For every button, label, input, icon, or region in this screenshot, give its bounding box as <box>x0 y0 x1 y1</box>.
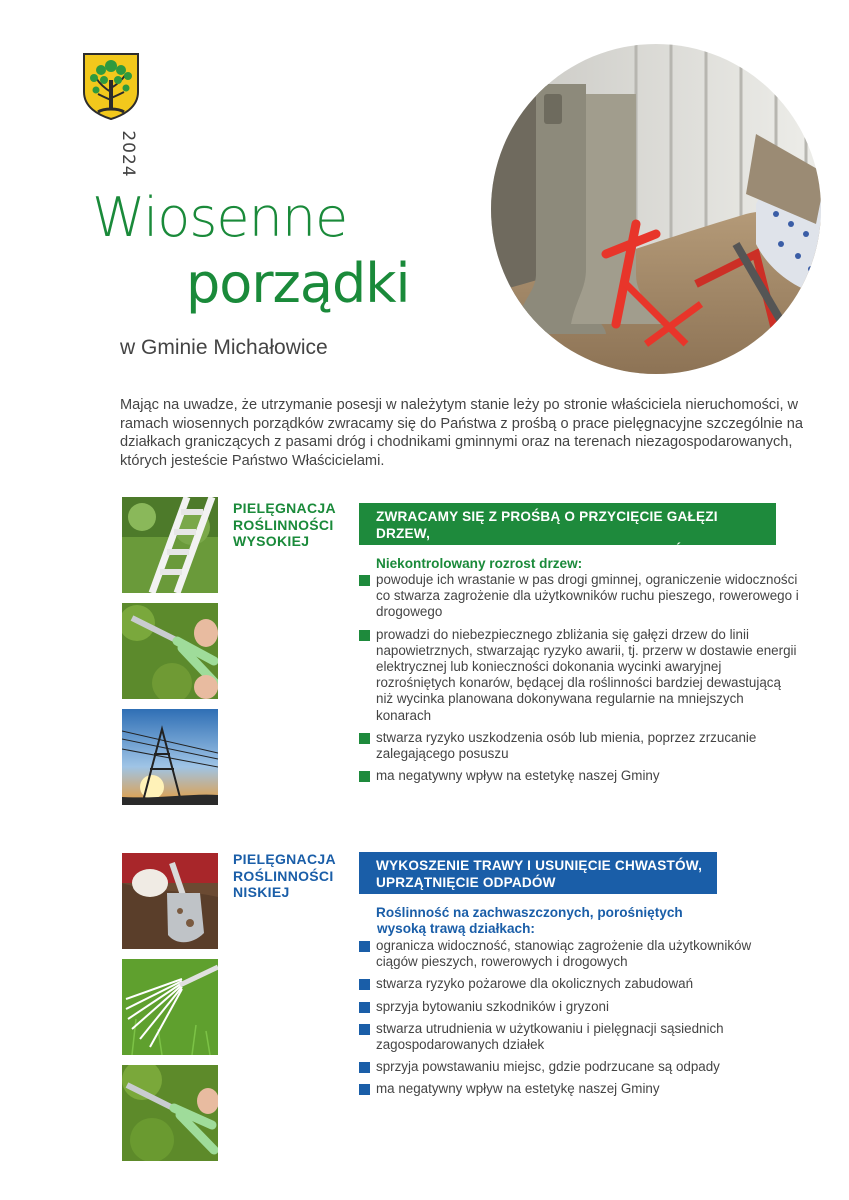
green-square-bullet-icon <box>359 733 370 744</box>
section-low-title-line: ROŚLINNOŚCI <box>233 867 334 884</box>
section-low-lead <box>376 905 683 937</box>
section-high-banner-line: WYGRABIENIE ZALEGAJĄCYCH GAŁĘZI I LIŚCI <box>376 543 697 558</box>
year-label <box>78 124 138 184</box>
section-low-lead-line: Roślinność na zachwaszczonych, porośniętych <box>376 905 683 920</box>
power-lines-photo <box>122 709 218 805</box>
list-item <box>359 627 799 724</box>
section-low-title <box>233 851 336 901</box>
list-item <box>359 999 779 1015</box>
list-item-text: ogranicza widoczność, stanowiąc zagrożenie dla użytkowników ciągów pieszych, rowerowych i drogowych <box>376 938 752 970</box>
green-square-bullet-icon <box>359 771 370 782</box>
section-low-banner-line: UPRZĄTNIĘCIE ODPADÓW <box>376 875 556 890</box>
list-item-text: sprzyja bytowaniu szkodników i gryzoni <box>376 998 609 1014</box>
ladder-photo <box>122 497 218 593</box>
intro-paragraph: Mając na uwadze, że utrzymanie posesji w należytym stanie leży po stronie właściciela nieruchomości, w ramach wiosennych porządków zwracamy się do Państwa z prośbą o prace pielęgnacyjne szczególnie na działkach graniczących z pasami dróg i chodnikami gminnymi oraz na terenach niezagospodarowanych, których jesteście Państwo Właścicielami. <box>120 397 804 469</box>
section-low-lead-line: wysoką trawą działkach: <box>377 921 535 936</box>
shovel-photo <box>122 853 218 949</box>
blue-square-bullet-icon <box>359 1024 370 1035</box>
list-item-text: ma negatywny wpływ na estetykę naszej Gminy <box>376 1081 660 1097</box>
blue-square-bullet-icon <box>359 979 370 990</box>
list-item-text: prowadzi do niebezpiecznego zbliżania się gałęzi drzew do linii napowietrznych, stwarzając ryzyko awarii, tj. przerw w dostawie energii elektrycznej lub konieczności dokonania wycinki awaryjnej rozrośniętych konarów, będącej dla roślinności bardziej dewastującą niż wycinka planowana dokonywana regularnie na mniejszych konarach <box>376 626 797 723</box>
list-item-text: sprzyja powstawaniu miejsc, gdzie podrzucane są odpady <box>376 1059 720 1075</box>
green-square-bullet-icon <box>359 630 370 641</box>
green-square-bullet-icon <box>359 575 370 586</box>
section-high-title-line: WYSOKIEJ <box>233 533 310 549</box>
section-high-title-line: ROŚLINNOŚCI <box>233 516 334 533</box>
year-text: 2024 <box>118 130 138 178</box>
blue-square-bullet-icon <box>359 1062 370 1073</box>
section-high-banner <box>359 503 776 558</box>
blue-square-bullet-icon <box>359 941 370 952</box>
list-item-text: stwarza utrudnienia w użytkowaniu i pielęgnacji sąsiednich zagospodarowanych działek <box>376 1020 724 1053</box>
list-item <box>359 1081 779 1097</box>
section-low-banner-line: WYKOSZENIE TRAWY I USUNIĘCIE CHWASTÓW, <box>376 858 703 873</box>
list-item-text: powoduje ich wrastanie w pas drogi gminnej, ograniczenie widoczności co stwarza zagrożenie dla użytkowników ruchu pieszego, rowerowego i drogowego <box>376 572 799 620</box>
section-high-lead: Niekontrolowany rozrost drzew: <box>376 556 583 571</box>
hedge-trimmer-photo <box>122 603 218 699</box>
section-high-list <box>359 572 799 790</box>
page-title-line2: porządki <box>186 252 410 315</box>
municipality-crest-icon <box>82 52 140 120</box>
list-item <box>359 572 799 621</box>
list-item-text: ma negatywny wpływ na estetykę naszej Gminy <box>376 768 660 784</box>
list-item <box>359 730 799 762</box>
list-item-text: stwarza ryzyko uszkodzenia osób lub mienia, poprzez zrzucanie zalegającego posuszu <box>376 729 757 762</box>
garden-tools-photo <box>486 44 826 374</box>
section-high-title-line: PIELĘGNACJA <box>233 500 336 516</box>
section-high-banner-line: ZWRACAMY SIĘ Z PROŚBĄ O PRZYCIĘCIE GAŁĘZI DRZEW, <box>376 509 718 541</box>
section-low-list <box>359 938 779 1104</box>
blue-square-bullet-icon <box>359 1084 370 1095</box>
list-item <box>359 1021 779 1053</box>
list-item <box>359 976 779 992</box>
list-item <box>359 938 779 970</box>
list-item <box>359 768 799 784</box>
section-low-title-line: NISKIEJ <box>233 884 290 900</box>
section-low-title-line: PIELĘGNACJA <box>233 851 336 867</box>
section-low-banner <box>359 852 717 894</box>
rake-on-grass-photo <box>122 959 218 1055</box>
list-item-text: stwarza ryzyko pożarowe dla okolicznych zabudowań <box>376 976 694 992</box>
page-subtitle: w Gminie Michałowice <box>120 336 328 359</box>
list-item <box>359 1059 779 1075</box>
blue-square-bullet-icon <box>359 1002 370 1013</box>
section-high-title <box>233 500 336 550</box>
pruning-shears-photo <box>122 1065 218 1161</box>
page-title-line1: Wiosenne <box>92 186 348 249</box>
